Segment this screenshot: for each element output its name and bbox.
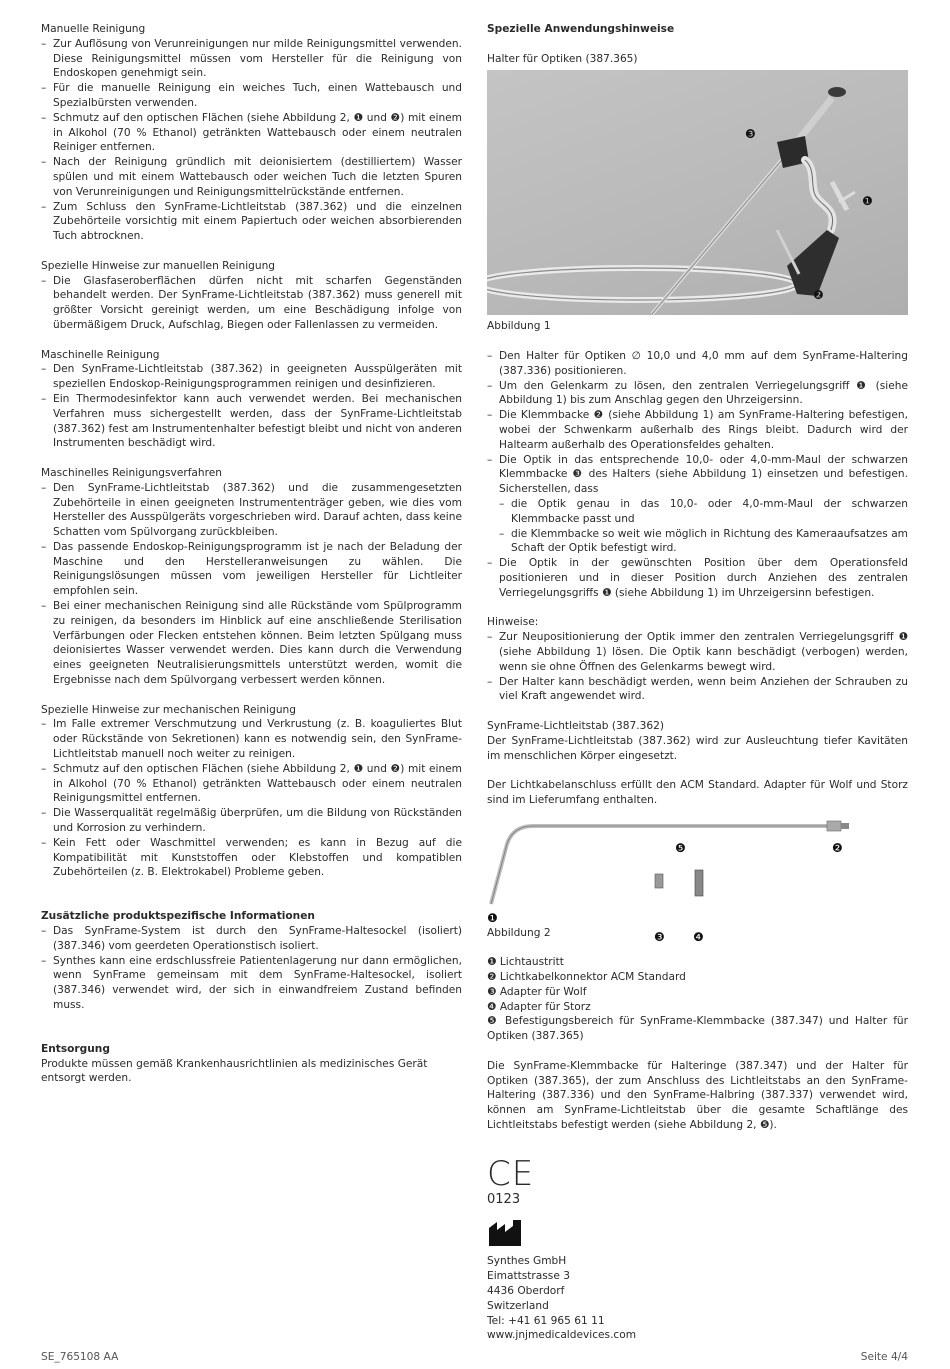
document-id: SE_765108 AA (41, 1351, 119, 1363)
notified-body-number: 0123 (487, 1191, 521, 1207)
figure-label-5: ❺ (675, 840, 686, 855)
optic-shaft-edge (652, 148, 792, 314)
section-heading: Maschinelles Reinigungsverfahren (41, 466, 222, 479)
section-manuelle-reinigung (41, 22, 462, 244)
section-heading: Maschinelle Reinigung (41, 348, 160, 361)
left-column (41, 22, 462, 1101)
section-heading: Manuelle Reinigung (41, 23, 146, 35)
list-item: – Bei einer mechanischen Reinigung sind alle Rückstände vom Spülprogramm zu reinigen, da besonders im Hinblick auf eine anschließende Sterilisation Verfärbungen oder Flecken entstehen können. Beim letzten Spülgang muss deionisiertes Wasser verwendet werden. Dies kann durch die Verwendung eines geeigneten Neutralisierungsmittels unterstützt werden, womit die Ergebnisse nach dem Spülvorgang verbessert werden können. (41, 599, 462, 688)
address-line: www.jnjmedicaldevices.com (487, 1329, 637, 1342)
storz-adapter (695, 870, 703, 896)
list-item: – Schmutz auf den optischen Flächen (siehe Abbildung 2, ❶ und ❷) mit einem in Alkohol (70 % Ethanol) getränkten Wattebausch oder einem neutralen Reinigungsmittel entfernen. (41, 762, 462, 806)
figure-label-4: ❹ (693, 929, 704, 944)
list-item: – Das SynFrame-System ist durch den SynFrame-Haltesockel (isoliert) (387.346) vom geerdeten Operationstisch isoliert. (41, 924, 462, 954)
paragraph: Der SynFrame-Lichtleitstab (387.362) wird zur Ausleuchtung tiefer Kavitäten im menschlichen Körper eingesetzt. (487, 734, 908, 762)
wolf-adapter (655, 874, 663, 888)
section-heading: Zusätzliche produktspezifische Informationen (41, 910, 315, 923)
subheading: SynFrame-Lichtleitstab (387.362) (487, 719, 664, 732)
list-item: – Das passende Endoskop-Reinigungsprogramm ist je nach der Beladung der Maschine und den Herstelleranweisungen zu wählen. Die Reinigungslösungen müssen vom jeweiligen Hersteller für Lichtleiter empfohlen sein. (41, 540, 462, 599)
section-heading: Spezielle Hinweise zur mechanischen Reinigung (41, 703, 296, 716)
section-hinweise-manuell (41, 259, 462, 333)
subheading: Halter für Optiken (387.365) (487, 52, 638, 65)
list-item: – Um den Gelenkarm zu lösen, den zentralen Verriegelungsgriff ❶ (siehe Abbildung 1) bis zum Anschlag gegen den Uhrzeigersinn. (487, 379, 908, 409)
list-subitem: – die Klemmbacke so weit wie möglich in Richtung des Kameraaufsatzes am Schaft der Optik befestigt wird. (487, 527, 908, 557)
list-item: – Die Optik in das entsprechende 10,0- oder 4,0-mm-Maul der schwarzen Klemmbacke ❸ des Halters (siehe Abbildung 1) einsetzen und befestigen. Sicherstellen, dass (487, 453, 908, 497)
eyepiece-cap (828, 87, 846, 97)
section-heading: Entsorgung (41, 1042, 110, 1055)
locking-grip (832, 182, 847, 210)
section-hinweise-mechanisch (41, 703, 462, 881)
light-rod (491, 826, 827, 904)
right-column (487, 22, 908, 1343)
figure-label-2: ❷ (813, 288, 824, 303)
paragraph: Produkte müssen gemäß Krankenhausrichtlinien als medizinisches Gerät entsorgt werden. (41, 1057, 428, 1085)
address-line: Tel: +41 61 965 61 11 (487, 1314, 605, 1327)
section-reinigungsverfahren (41, 466, 462, 688)
figure-label-3: ❸ (654, 929, 665, 944)
paragraph: Der Lichtkabelanschluss erfüllt den ACM Standard. Adapter für Wolf und Storz sind im Lieferumfang enthalten. (487, 779, 908, 806)
address-line: Eimattstrasse 3 (487, 1270, 570, 1283)
figure-label-2: ❷ (832, 840, 843, 855)
legend-item: ❷ Lichtkabelkonnektor ACM Standard (487, 971, 686, 984)
legend-item: ❹ Adapter für Storz (487, 1000, 591, 1013)
list-item: – Den SynFrame-Lichtleitstab (387.362) in geeigneten Ausspülgeräten mit speziellen Endoskop-Reinigungsprogrammen reinigen und desinfizieren. (41, 362, 462, 392)
figure-1-photo (487, 70, 908, 315)
light-rod-illustration (487, 814, 908, 944)
section-heading: Spezielle Anwendungshinweise (487, 23, 675, 35)
page-number: Seite 4/4 (860, 1351, 908, 1363)
list-item: – Den Halter für Optiken ∅ 10,0 und 4,0 mm auf dem SynFrame-Haltering (387.336) positionieren. (487, 349, 908, 379)
paragraph: Die SynFrame-Klemmbacke für Halteringe (387.347) und der Halter für Optiken (387.365), der zum Anschluss des Lichtleitstabs an den SynFrame-Haltering (387.336) und den SynFrame-Halbring (387.337) verwendet wird, können am SynFrame-Lichtleitstab über die gesamte Schaftlänge des Lichtleitstabs befestigt werden (siehe Abbildung 2, ❺). (487, 1059, 908, 1132)
holder-illustration (487, 70, 908, 315)
section-maschinelle-reinigung (41, 348, 462, 452)
articulated-arm (805, 160, 833, 230)
acm-connector (827, 821, 841, 831)
section-entsorgung (41, 1042, 462, 1086)
list-item: – Die Wasserqualität regelmäßig überprüfen, um die Bildung von Rückständen und Korrosion zu verhindern. (41, 806, 462, 836)
figure-label-3: ❸ (745, 127, 756, 142)
list-item: – Die Klemmbacke ❷ (siehe Abbildung 1) am SynFrame-Haltering befestigen, wobei der Schwenkarm außerhalb des Rings bleibt. Dadurch wird der Haltearm außerhalb des Operationsfeldes gehalten. (487, 408, 908, 452)
light-rod-edge (491, 826, 827, 904)
figure-2-caption: Abbildung 2 (487, 926, 551, 939)
list-item: – Die Optik in der gewünschten Position über dem Operationsfeld positionieren und in dieser Position durch Anziehen des zentralen Verriegelungsgriffs ❶ (siehe Abbildung 1) im Uhrzeigersinn befestigen. (487, 556, 908, 600)
list-item: – Die Glasfaseroberflächen dürfen nicht mit scharfen Gegenständen behandelt werden. Der SynFrame-Lichtleitstab (387.362) muss generell mit größter Vorsicht gereinigt werden, um eine Beschädigung infolge von übermäßigem Druck, Aufschlag, Biegen oder Fallenlassen zu vermeiden. (41, 274, 462, 333)
manufacturer-icon (487, 1218, 908, 1253)
manufacturer-address (487, 1254, 908, 1343)
figure-2 (487, 814, 908, 944)
ce-mark-icon: CE (487, 1153, 535, 1194)
legend-item: ❺ Befestigungsbereich für SynFrame-Klemmbacke (387.347) und Halter für Optiken (387.365) (487, 1015, 908, 1043)
list-item: – Synthes kann eine erdschlussfreie Patientenlagerung nur dann ermöglichen, wenn SynFrame gemeinsam mit dem SynFrame-Haltesockel, isoliert (387.346) verwendet wird, der sich in einwandfreiem Zustand befinden muss. (41, 954, 462, 1013)
figure-label-1: ❶ (487, 910, 498, 925)
list-item: – Zur Auflösung von Verunreinigungen nur milde Reinigungsmittel verwenden. Diese Reinigungsmittel müssen vom Hersteller für die Reinigung von Endoskopen genehmigt sein. (41, 37, 462, 81)
address-line: Synthes GmbH (487, 1255, 567, 1268)
figure-1-caption: Abbildung 1 (487, 320, 551, 333)
list-subitem: – die Optik genau in das 10,0- oder 4,0-mm-Maul der schwarzen Klemmbacke passt und (487, 497, 908, 527)
list-item: – Kein Fett oder Waschmittel verwenden; es kann in Bezug auf die Kompatibilität mit Kunststoffen oder Klebstoffen und kompatiblen Zubehörteilen (z. B. Elektrokabel) Probleme geben. (41, 836, 462, 880)
list-item: – Den SynFrame-Lichtleitstab (387.362) und die zusammengesetzten Zubehörteile in einen geeigneten Instrumententräger geben, wie dies vom Hersteller des Ausspülgeräts vorgeschrieben wird. Darauf achten, dass keine Schatten vom Spülvorgang zurückbleiben. (41, 481, 462, 540)
list-item: – Im Falle extremer Verschmutzung und Verkrustung (z. B. koaguliertes Blut oder Rückstände von Sekretionen) kann es notwendig sein, den SynFrame-Lichtleitstab manuell noch weiter zu reinigen. (41, 717, 462, 761)
address-line: 4436 Oberdorf (487, 1285, 565, 1298)
ce-marking (487, 1153, 908, 1208)
section-heading: Spezielle Hinweise zur manuellen Reinigung (41, 259, 276, 272)
legend-item: ❶ Lichtaustritt (487, 956, 564, 969)
list-item: – Für die manuelle Reinigung ein weiches Tuch, einen Wattebausch und Spezialbürsten verwenden. (41, 81, 462, 111)
list-item: – Zur Neupositionierung der Optik immer den zentralen Verriegelungsgriff ❶ (siehe Abbildung 1) lösen. Die Optik kann beschädigt (verbogen) werden, wenn sie ohne Öffnen des Gelenkarms bewegt wird. (487, 630, 908, 674)
figure-2-legend (487, 955, 908, 1044)
notes-heading: Hinweise: (487, 616, 539, 629)
section-zusaetzlich (41, 909, 462, 1013)
list-item: – Zum Schluss den SynFrame-Lichtleitstab (387.362) und die einzelnen Zubehörteile vorsichtig mit einem Papiertuch oder weichen absorbierenden Tuch abtrocknen. (41, 200, 462, 244)
figure-label-1: ❶ (862, 194, 873, 209)
legend-item: ❸ Adapter für Wolf (487, 985, 587, 998)
list-item: – Schmutz auf den optischen Flächen (siehe Abbildung 2, ❶ und ❷) mit einem in Alkohol (70 % Ethanol) getränkten Wattebausch oder einem neutralen Reiniger entfernen. (41, 111, 462, 155)
list-item: – Nach der Reinigung gründlich mit deionisiertem (destilliertem) Wasser spülen und mit einem Wattebausch oder weichen Tuch die letzten Spuren von Verunreinigungen und Reinigungsmittelrückstände entfernen. (41, 155, 462, 199)
acm-connector-tip (841, 823, 849, 829)
list-item: – Der Halter kann beschädigt werden, wenn beim Anziehen der Schrauben zu viel Kraft angewendet wird. (487, 675, 908, 705)
address-line: Switzerland (487, 1299, 549, 1312)
list-item: – Ein Thermodesinfektor kann auch verwendet werden. Bei mechanischen Verfahren muss sichergestellt werden, dass der SynFrame-Lichtleitstab (387.362) fest am Instrumentenhalter befestigt bleibt und nicht von anderen Instrumenten beschädigt wird. (41, 392, 462, 451)
